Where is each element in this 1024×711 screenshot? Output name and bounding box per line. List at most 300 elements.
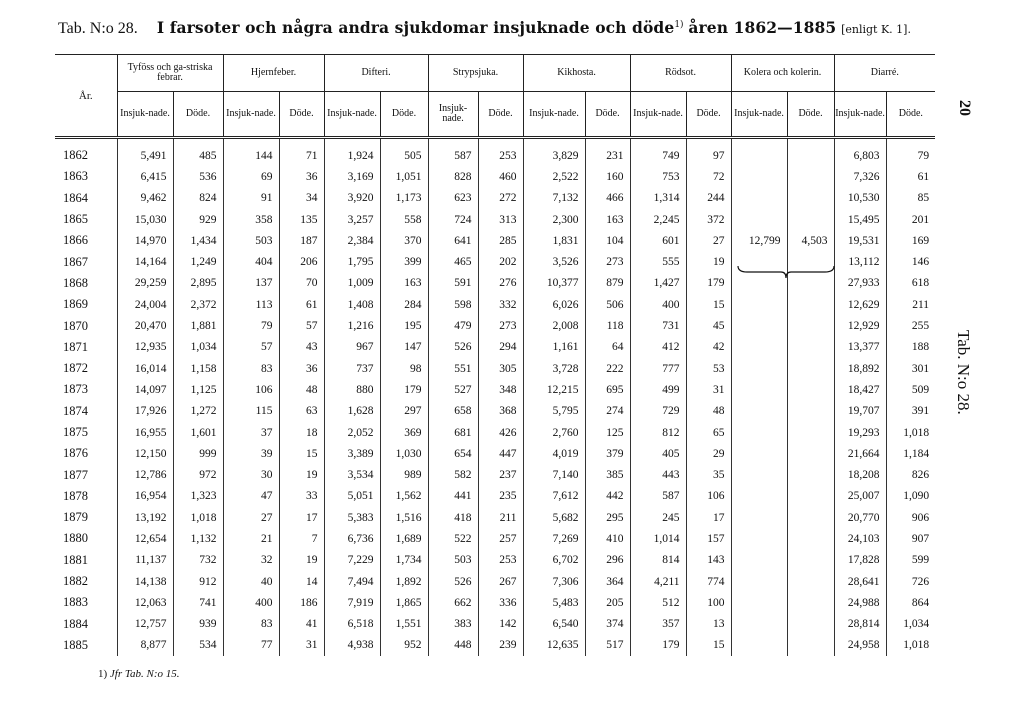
value-cell: 42 (686, 337, 731, 358)
value-cell: 399 (380, 251, 428, 272)
value-cell: 555 (630, 251, 686, 272)
table-row (55, 592, 935, 613)
value-cell: 1,184 (886, 443, 935, 464)
table-row (55, 230, 935, 251)
value-cell: 1,018 (886, 635, 935, 656)
value-cell: 880 (324, 379, 380, 400)
value-cell: 45 (686, 315, 731, 336)
value-cell: 179 (686, 273, 731, 294)
year-cell: 1876 (63, 446, 88, 461)
year-cell: 1885 (63, 637, 88, 652)
value-cell: 29,259 (117, 273, 173, 294)
value-cell: 24,103 (834, 528, 886, 549)
value-cell: 1,132 (173, 528, 223, 549)
value-cell: 12,635 (523, 635, 585, 656)
value-cell: 115 (223, 401, 279, 422)
group-header-diarre: Diarré. (834, 55, 935, 92)
value-cell: 118 (585, 315, 630, 336)
value-cell: 6,540 (523, 614, 585, 635)
value-cell: 732 (173, 550, 223, 571)
value-cell: 512 (630, 592, 686, 613)
value-cell: 294 (478, 337, 523, 358)
value-cell (731, 166, 787, 187)
table-number: Tab. N:o 28. (58, 20, 138, 37)
value-cell: 2,052 (324, 422, 380, 443)
value-cell (787, 528, 834, 549)
year-cell: 1884 (63, 616, 88, 631)
table-row (55, 138, 935, 167)
value-cell: 15 (686, 294, 731, 315)
group-header-rodsot: Rödsot. (630, 55, 731, 92)
value-cell: 188 (886, 337, 935, 358)
value-cell: 741 (173, 592, 223, 613)
value-cell: 1,161 (523, 337, 585, 358)
value-cell: 25,007 (834, 486, 886, 507)
table-header (55, 55, 935, 138)
value-cell: 163 (585, 209, 630, 230)
value-cell: 601 (630, 230, 686, 251)
value-cell: 1,158 (173, 358, 223, 379)
value-cell: 222 (585, 358, 630, 379)
value-cell: 14 (279, 571, 324, 592)
value-cell: 729 (630, 401, 686, 422)
value-cell: 441 (428, 486, 478, 507)
footnote (98, 668, 180, 680)
value-cell: 19,707 (834, 401, 886, 422)
value-cell: 41 (279, 614, 324, 635)
value-cell: 305 (478, 358, 523, 379)
value-cell: 273 (585, 251, 630, 272)
subheader-dode: Döde. (380, 92, 428, 138)
value-cell: 5,051 (324, 486, 380, 507)
value-cell: 10,377 (523, 273, 585, 294)
value-cell: 812 (630, 422, 686, 443)
value-cell: 623 (428, 188, 478, 209)
value-cell: 824 (173, 188, 223, 209)
value-cell: 28,814 (834, 614, 886, 635)
table-row (55, 571, 935, 592)
table-row (55, 209, 935, 230)
value-cell: 201 (886, 209, 935, 230)
value-cell (787, 486, 834, 507)
footnote-text: Jfr Tab. N:o 15. (109, 668, 180, 680)
value-cell: 17,828 (834, 550, 886, 571)
value-cell: 6,518 (324, 614, 380, 635)
title-years: åren 1862—1885 (688, 18, 837, 37)
value-cell: 5,682 (523, 507, 585, 528)
value-cell: 19 (279, 464, 324, 485)
value-cell: 12,150 (117, 443, 173, 464)
value-cell: 12,629 (834, 294, 886, 315)
side-tab-label: Tab. N:o 28. (954, 330, 973, 415)
value-cell: 3,257 (324, 209, 380, 230)
value-cell: 2,760 (523, 422, 585, 443)
table-row (55, 464, 935, 485)
value-cell: 13 (686, 614, 731, 635)
value-cell (731, 614, 787, 635)
value-cell: 12,063 (117, 592, 173, 613)
value-cell: 237 (478, 464, 523, 485)
subheader-insjuknade: Insjuk-nade. (834, 92, 886, 138)
value-cell (731, 138, 787, 167)
value-cell: 257 (478, 528, 523, 549)
value-cell: 61 (886, 166, 935, 187)
subheader-insjuknade: Insjuk-nade. (428, 92, 478, 138)
value-cell: 21 (223, 528, 279, 549)
value-cell: 47 (223, 486, 279, 507)
value-cell: 70 (279, 273, 324, 294)
value-cell: 4,938 (324, 635, 380, 656)
value-cell: 17,926 (117, 401, 173, 422)
value-cell: 244 (686, 188, 731, 209)
value-cell: 3,829 (523, 138, 585, 167)
value-cell: 536 (173, 166, 223, 187)
year-cell: 1863 (63, 169, 88, 184)
value-cell: 79 (886, 138, 935, 167)
value-cell: 18,208 (834, 464, 886, 485)
subheader-insjuknade: Insjuk-nade. (324, 92, 380, 138)
year-cell: 1867 (63, 254, 88, 269)
year-cell: 1881 (63, 552, 88, 567)
value-cell (787, 379, 834, 400)
value-cell: 7,306 (523, 571, 585, 592)
value-cell: 18 (279, 422, 324, 443)
value-cell: 19,531 (834, 230, 886, 251)
value-cell: 465 (428, 251, 478, 272)
value-cell: 1,427 (630, 273, 686, 294)
value-cell: 57 (279, 315, 324, 336)
value-cell: 69 (223, 166, 279, 187)
value-cell: 272 (478, 188, 523, 209)
value-cell: 2,895 (173, 273, 223, 294)
value-cell: 826 (886, 464, 935, 485)
value-cell: 828 (428, 166, 478, 187)
subheader-row (55, 92, 935, 138)
value-cell: 1,601 (173, 422, 223, 443)
value-cell: 64 (585, 337, 630, 358)
value-cell (787, 337, 834, 358)
table-row (55, 528, 935, 549)
value-cell: 77 (223, 635, 279, 656)
value-cell: 864 (886, 592, 935, 613)
value-cell: 1,014 (630, 528, 686, 549)
value-cell (787, 138, 834, 167)
subheader-dode: Döde. (279, 92, 324, 138)
subheader-insjuknade: Insjuk-nade. (223, 92, 279, 138)
value-cell: 144 (223, 138, 279, 167)
value-cell: 370 (380, 230, 428, 251)
value-cell: 143 (686, 550, 731, 571)
value-cell: 137 (223, 273, 279, 294)
value-cell: 1,030 (380, 443, 428, 464)
value-cell: 726 (886, 571, 935, 592)
value-cell: 4,503 (787, 230, 834, 251)
value-cell: 276 (478, 273, 523, 294)
table-row (55, 486, 935, 507)
value-cell: 27 (223, 507, 279, 528)
value-cell: 11,137 (117, 550, 173, 571)
value-cell: 32 (223, 550, 279, 571)
value-cell: 135 (279, 209, 324, 230)
value-cell: 442 (585, 486, 630, 507)
value-cell: 1,689 (380, 528, 428, 549)
value-cell: 12,935 (117, 337, 173, 358)
value-cell: 239 (478, 635, 523, 656)
value-cell: 383 (428, 614, 478, 635)
value-cell (787, 614, 834, 635)
year-cell: 1869 (63, 297, 88, 312)
value-cell: 21,664 (834, 443, 886, 464)
value-cell: 231 (585, 138, 630, 167)
value-cell: 27,933 (834, 273, 886, 294)
year-cell: 1872 (63, 361, 88, 376)
value-cell (787, 443, 834, 464)
value-cell: 24,988 (834, 592, 886, 613)
value-cell: 36 (279, 358, 324, 379)
year-cell: 1877 (63, 467, 88, 482)
page-number: 20 (956, 100, 973, 116)
value-cell: 509 (886, 379, 935, 400)
value-cell: 19 (279, 550, 324, 571)
value-cell: 2,245 (630, 209, 686, 230)
subheader-insjuknade: Insjuk-nade. (731, 92, 787, 138)
value-cell: 142 (478, 614, 523, 635)
value-cell: 12,757 (117, 614, 173, 635)
value-cell: 1,034 (173, 337, 223, 358)
value-cell (731, 635, 787, 656)
table-row (55, 422, 935, 443)
value-cell: 336 (478, 592, 523, 613)
value-cell: 466 (585, 188, 630, 209)
year-cell: 1864 (63, 190, 88, 205)
value-cell: 17 (686, 507, 731, 528)
title-footnote-mark: 1) (674, 20, 684, 30)
value-cell: 16,954 (117, 486, 173, 507)
value-cell: 157 (686, 528, 731, 549)
value-cell: 98 (380, 358, 428, 379)
table-title (58, 18, 948, 38)
value-cell: 12,786 (117, 464, 173, 485)
value-cell: 1,051 (380, 166, 428, 187)
table-row (55, 379, 935, 400)
value-cell: 6,026 (523, 294, 585, 315)
value-cell: 527 (428, 379, 478, 400)
value-cell (731, 337, 787, 358)
value-cell: 195 (380, 315, 428, 336)
value-cell: 591 (428, 273, 478, 294)
value-cell: 558 (380, 209, 428, 230)
value-cell: 100 (686, 592, 731, 613)
value-cell (731, 379, 787, 400)
table-body (55, 138, 935, 657)
value-cell: 285 (478, 230, 523, 251)
value-cell: 297 (380, 401, 428, 422)
value-cell: 448 (428, 635, 478, 656)
value-cell (731, 571, 787, 592)
value-cell: 1,551 (380, 614, 428, 635)
value-cell: 1,090 (886, 486, 935, 507)
table-row (55, 635, 935, 656)
value-cell: 1,562 (380, 486, 428, 507)
value-cell: 485 (173, 138, 223, 167)
value-cell: 400 (223, 592, 279, 613)
value-cell: 7,919 (324, 592, 380, 613)
value-cell: 400 (630, 294, 686, 315)
value-cell: 15 (279, 443, 324, 464)
value-cell: 7 (279, 528, 324, 549)
value-cell: 654 (428, 443, 478, 464)
value-cell: 12,799 (731, 230, 787, 251)
subheader-insjuknade: Insjuk-nade. (523, 92, 585, 138)
value-cell: 235 (478, 486, 523, 507)
value-cell (731, 464, 787, 485)
value-cell: 907 (886, 528, 935, 549)
value-cell: 753 (630, 166, 686, 187)
value-cell: 599 (886, 550, 935, 571)
table-row (55, 315, 935, 336)
value-cell: 737 (324, 358, 380, 379)
value-cell: 7,229 (324, 550, 380, 571)
value-cell (787, 464, 834, 485)
value-cell: 972 (173, 464, 223, 485)
table-row (55, 614, 935, 635)
value-cell: 3,169 (324, 166, 380, 187)
value-cell: 16,014 (117, 358, 173, 379)
value-cell: 526 (428, 337, 478, 358)
value-cell: 79 (223, 315, 279, 336)
year-cell: 1870 (63, 318, 88, 333)
value-cell: 2,384 (324, 230, 380, 251)
value-cell: 1,434 (173, 230, 223, 251)
value-cell: 1,881 (173, 315, 223, 336)
value-cell: 4,211 (630, 571, 686, 592)
value-cell: 1,795 (324, 251, 380, 272)
value-cell (787, 166, 834, 187)
value-cell: 1,249 (173, 251, 223, 272)
value-cell: 517 (585, 635, 630, 656)
year-cell: 1882 (63, 574, 88, 589)
value-cell: 301 (886, 358, 935, 379)
value-cell: 7,326 (834, 166, 886, 187)
value-cell (731, 592, 787, 613)
group-header-difteri: Difteri. (324, 55, 428, 92)
value-cell: 1,865 (380, 592, 428, 613)
value-cell (787, 592, 834, 613)
group-header-strypsjuka: Strypsjuka. (428, 55, 523, 92)
value-cell: 2,522 (523, 166, 585, 187)
value-cell: 443 (630, 464, 686, 485)
value-cell: 71 (279, 138, 324, 167)
value-cell: 598 (428, 294, 478, 315)
value-cell: 426 (478, 422, 523, 443)
value-cell: 15 (686, 635, 731, 656)
table-row (55, 550, 935, 571)
value-cell: 332 (478, 294, 523, 315)
value-cell: 253 (478, 138, 523, 167)
value-cell: 72 (686, 166, 731, 187)
value-cell: 14,164 (117, 251, 173, 272)
value-cell: 211 (886, 294, 935, 315)
value-cell: 7,132 (523, 188, 585, 209)
value-cell: 179 (630, 635, 686, 656)
value-cell: 724 (428, 209, 478, 230)
value-cell: 34 (279, 188, 324, 209)
value-cell: 1,018 (886, 422, 935, 443)
value-cell: 97 (686, 138, 731, 167)
value-cell: 28,641 (834, 571, 886, 592)
value-cell: 7,140 (523, 464, 585, 485)
value-cell: 3,389 (324, 443, 380, 464)
value-cell: 2,372 (173, 294, 223, 315)
value-cell: 503 (223, 230, 279, 251)
value-cell: 1,892 (380, 571, 428, 592)
value-cell (787, 507, 834, 528)
value-cell: 14,970 (117, 230, 173, 251)
value-cell: 418 (428, 507, 478, 528)
value-cell: 3,920 (324, 188, 380, 209)
value-cell: 506 (585, 294, 630, 315)
value-cell: 12,654 (117, 528, 173, 549)
value-cell: 20,470 (117, 315, 173, 336)
value-cell: 379 (585, 443, 630, 464)
value-cell: 1,831 (523, 230, 585, 251)
value-cell (731, 188, 787, 209)
value-cell: 5,795 (523, 401, 585, 422)
value-cell: 83 (223, 358, 279, 379)
value-cell: 952 (380, 635, 428, 656)
year-cell: 1875 (63, 425, 88, 439)
value-cell: 186 (279, 592, 324, 613)
value-cell: 731 (630, 315, 686, 336)
value-cell: 16,955 (117, 422, 173, 443)
value-cell: 912 (173, 571, 223, 592)
footnote-mark: 1) (98, 668, 108, 680)
value-cell: 505 (380, 138, 428, 167)
value-cell (787, 635, 834, 656)
value-cell: 1,034 (886, 614, 935, 635)
value-cell: 391 (886, 401, 935, 422)
value-cell: 39 (223, 443, 279, 464)
value-cell: 6,415 (117, 166, 173, 187)
value-cell: 372 (686, 209, 731, 230)
table-row (55, 401, 935, 422)
value-cell: 31 (279, 635, 324, 656)
year-cell: 1874 (63, 403, 88, 418)
value-cell: 27 (686, 230, 731, 251)
value-cell: 106 (223, 379, 279, 400)
value-cell: 5,491 (117, 138, 173, 167)
value-cell: 1,734 (380, 550, 428, 571)
table-row (55, 166, 935, 187)
value-cell: 147 (380, 337, 428, 358)
value-cell: 163 (380, 273, 428, 294)
value-cell: 1,272 (173, 401, 223, 422)
subheader-dode: Döde. (886, 92, 935, 138)
value-cell: 777 (630, 358, 686, 379)
value-cell: 447 (478, 443, 523, 464)
value-cell (731, 528, 787, 549)
value-cell: 1,173 (380, 188, 428, 209)
value-cell: 369 (380, 422, 428, 443)
value-cell (731, 294, 787, 315)
value-cell: 284 (380, 294, 428, 315)
subheader-dode: Döde. (686, 92, 731, 138)
value-cell: 202 (478, 251, 523, 272)
table-row (55, 294, 935, 315)
value-cell: 1,216 (324, 315, 380, 336)
value-cell: 929 (173, 209, 223, 230)
value-cell: 14,138 (117, 571, 173, 592)
